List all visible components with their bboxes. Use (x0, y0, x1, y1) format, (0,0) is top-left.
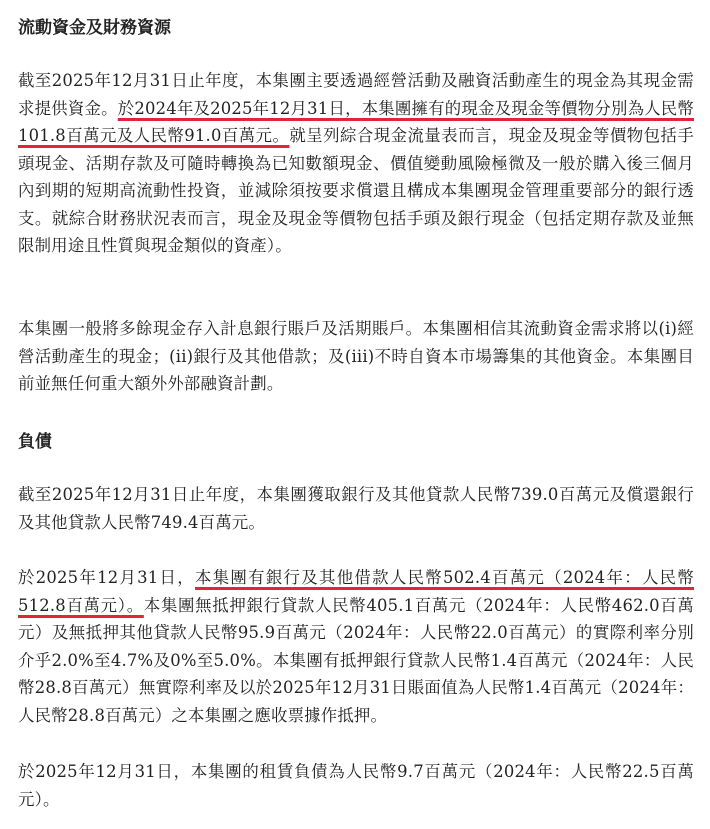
paragraph-lease-liabilities: 於2025年12月31日，本集團的租賃負債為人民幣9.7百萬元（2024年：人民幣22.5百萬元）。 (18, 762, 694, 809)
paragraph-debt-loans: 截至2025年12月31日止年度，本集團獲取銀行及其他貸款人民幣739.0百萬元及償還銀行及其他貸款人民幣749.4百萬元。 (18, 485, 694, 532)
paragraph-liquidity-funding: 本集團一般將多餘現金存入計息銀行賬戶及活期賬戶。本集團相信其流動資金需求將以(i)經營活動產生的現金；(ii)銀行及其他借款；及(iii)不時自資本市場籌集的其他資金。本集團目前並無任何重大額外外部融資計劃。 (18, 319, 694, 393)
paragraph-text: 截至2025年12月31日止年度，本集團主要透過經營活動及融資活動產生的現金為其現金需求提供資金。 (18, 71, 694, 118)
paragraph-debt-borrowings (18, 564, 694, 729)
section-heading-liquidity: 流動資金及財務資源 (18, 18, 171, 38)
paragraph-text: 就呈列綜合現金流量表而言，現金及現金等價物包括手頭現金、活期存款及可隨時轉換為已知數額現金、價值變動風險極微及一般於購入後三個月內到期的短期高流動性投資，並減除須按要求償還且構成本集團現金管理重要部分的銀行透支。就綜合財務狀況表而言，現金及現金等價物包括手頭及銀行現金（包括定期存款及並無限制用途且性質與現金類似的資產）。 (18, 126, 694, 255)
highlighted-cash-statement: 於2024年及2025年12月31日，本集團擁有的現金及現金等價物分別為人民幣101.8百萬元及人民幣91.0百萬元。 (18, 98, 695, 145)
paragraph-text: 於2025年12月31日， (18, 568, 195, 587)
highlighted-borrowings-statement: 本集團有銀行及其他借款人民幣502.4百萬元（2024年：人民幣512.8百萬元）。 (18, 568, 694, 615)
paragraph-liquidity-sources (18, 67, 694, 260)
paragraph-text: 本集團無抵押銀行貸款人民幣405.1百萬元（2024年：人民幣462.0百萬元）及無抵押其他貸款人民幣95.9百萬元（2024年：人民幣22.0百萬元）的實際利率分別介乎2.0%至4.7%及0%至5.0%。本集團有抵押銀行貸款人民幣1.4百萬元（2024年：人民幣28.8百萬元）無實際利率及以於2025年12月31日賬面值為人民幣1.4百萬元（2024年：人民幣28.8百萬元）之本集團之應收票據作抵押。 (18, 595, 694, 725)
section-heading-debt: 負債 (18, 432, 52, 452)
